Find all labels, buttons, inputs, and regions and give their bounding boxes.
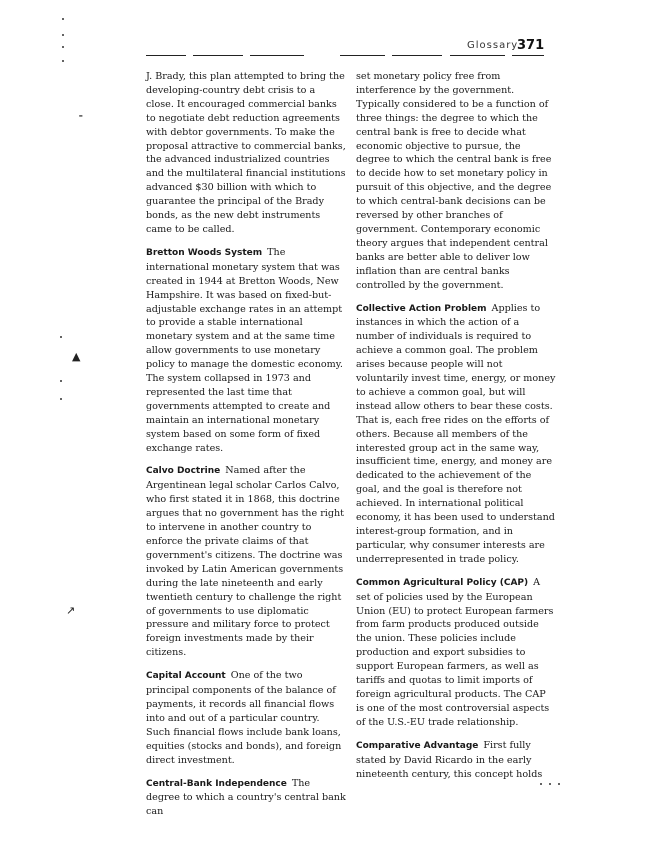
glossary-entry — [146, 669, 346, 767]
glossary-definition: The degree to which a country's central bank can — [146, 777, 346, 818]
glossary-definition: First fully stated by David Ricardo in the early nineteenth century, this concept holds — [356, 739, 543, 780]
glossary-entry — [356, 302, 556, 567]
header-rule — [340, 55, 385, 56]
margin-dash-icon: ⁃ — [78, 110, 84, 123]
glossary-term: Capital Account — [146, 671, 226, 682]
header-rule — [250, 55, 304, 56]
scan-speck — [60, 336, 62, 338]
scan-speck — [60, 380, 62, 382]
glossary-term: Central-Bank Independence — [146, 778, 287, 789]
scan-speck — [62, 18, 64, 20]
glossary-term: Bretton Woods System — [146, 247, 263, 258]
glossary-entry — [356, 576, 556, 730]
glossary-definition: The international monetary system that was created in 1944 at Bretton Woods, New Hampshire. It was based on fixed-but-adjustable exchange rates in an attempt to provide a stable international monetary system and at the same time allow governments to use monetary policy to manage the domestic economy. The system collapsed in 1973 and represented the last time that governments attempted to create and maintain an international monetary system based on some form of fixed exchange rates. — [146, 246, 343, 454]
scan-speck — [62, 34, 64, 36]
header-rule — [193, 55, 243, 56]
running-head: Glossary — [467, 40, 519, 51]
left-column — [146, 70, 346, 828]
margin-arrow-icon: ▲ — [72, 350, 81, 363]
scan-speck — [62, 46, 64, 48]
glossary-term: Comparative Advantage — [356, 740, 479, 751]
glossary-definition: A set of policies used by the European Union (EU) to protect European farmers from farm products produced outside the union. These policies include production and export subsidies to support European farmers, as well as tariffs and quotas to limit imports of foreign agricultural products. The CAP is one of the most controversial aspects of the U.S.-EU trade relationship. — [356, 576, 554, 728]
scan-speck — [60, 398, 62, 400]
header-rule — [450, 55, 505, 56]
continuation-text: J. Brady, this plan attempted to bring the developing-country debt crisis to a close. It encouraged commercial banks to negotiate debt reduction agreements with debtor governments. To make the proposal attractive to commercial banks, the advanced industrialized countries and the multilateral financial institutions advanced $30 billion with which to guarantee the principal of the Brady bonds, as the new debt instruments came to be called. — [146, 71, 346, 235]
header-rule — [512, 55, 544, 56]
header-rule — [146, 55, 186, 56]
glossary-definition: Named after the Argentinean legal scholar Carlos Calvo, who first stated it in 1868, this doctrine argues that no government has the right to intervene in another country to enforce the private claims of that government's citizens. The doctrine was invoked by Latin American governments during the late nineteenth and early twentieth century to challenge the right of governments to use diplomatic pressure and military force to protect foreign investments made by their citizens. — [146, 465, 345, 659]
glossary-term: Common Agricultural Policy (CAP) — [356, 577, 529, 588]
scan-speck — [62, 60, 64, 62]
header-rule — [392, 55, 442, 56]
glossary-entry — [146, 777, 346, 820]
glossary-term: Calvo Doctrine — [146, 466, 221, 477]
scan-speck — [558, 783, 560, 785]
glossary-definition: Applies to instances in which the action of a number of individuals is required to achieve a common goal. The problem arises because people will not voluntarily invest time, energy, or money to achieve a common goal, but will instead allow others to bear these costs. That is, each free rides on the efforts of others. Because all members of the interested group act in the same way, insufficient time, energy, and money are dedicated to the achievement of the goal, and the goal is therefore not achieved. In international political economy, it has been used to understand interest-group formation, and in particular, why consumer interests are underrepresented in trade policy. — [356, 302, 556, 565]
right-column — [356, 70, 556, 790]
page-number: 371 — [517, 38, 545, 53]
continuation-text: set monetary policy free from interference by the government. Typically considered to be a function of three things: the degree to which the central bank is free to decide what economic objective to pursue, the degree to which the central bank is free to decide how to set monetary policy in pursuit of this objective, and the degree to which central-bank decisions can be reversed by other branches of government. Contemporary economic theory argues that independent central banks are better able to deliver low inflation than are central banks controlled by the government. — [356, 71, 552, 291]
glossary-entry — [146, 246, 346, 456]
glossary-term: Collective Action Problem — [356, 303, 487, 314]
glossary-entry — [146, 464, 346, 660]
glossary-definition: One of the two principal components of the balance of payments, it records all financial flows into and out of a particular country. Such financial flows include bank loans, equities (stocks and bonds), and foreign direct investment. — [146, 670, 342, 766]
margin-arrow-icon: ↗ — [66, 604, 76, 617]
glossary-entry — [356, 739, 556, 782]
